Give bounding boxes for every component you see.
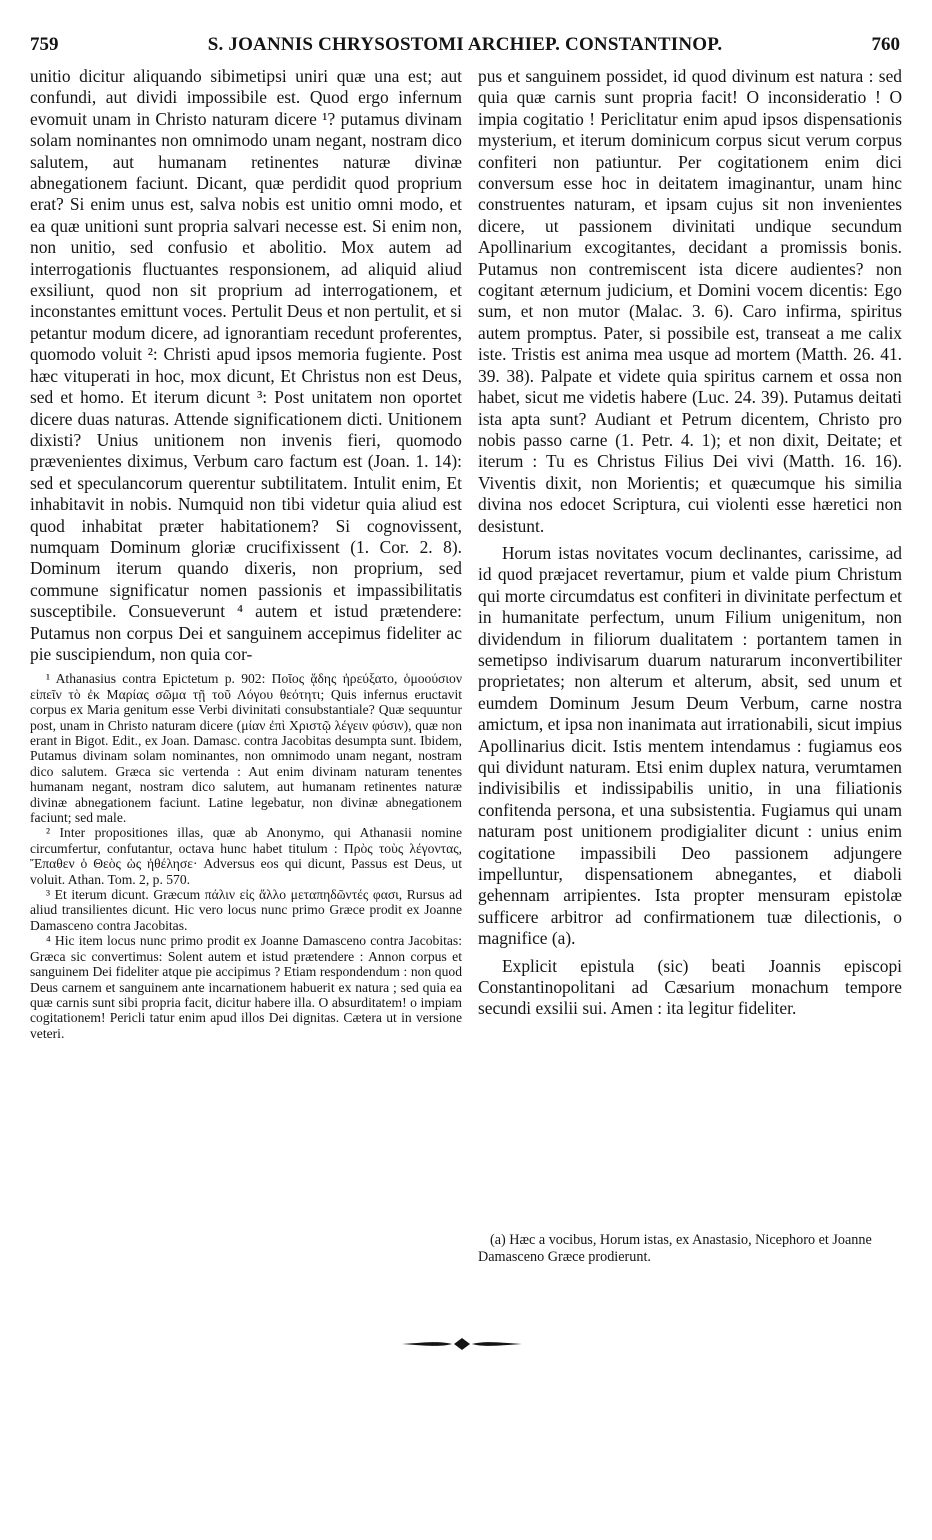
footnote-3: ³ Et iterum dicunt. Græcum πάλιν εἰς ἄλλο μεταπηδῶντές φασι, Rursus ad aliud transilientes dicunt. Hic vero locus nunc primo Græce prodit ex Joanne Damasceno contra Jacobitas. <box>30 887 462 933</box>
running-header <box>30 32 900 60</box>
body-paragraph: unitio dicitur aliquando sibimetipsi uniri quæ una est; aut confundi, aut dividi impossibile est. Quod ergo infernum evomuit unam in Christo naturam dicere ¹? putamus divinam solam nominantes non omnimodo unam negant, nostram dico salutem, aut humanam retinentes naturæ divinæ abnegationem faciunt. Dicant, quæ perdidit quod proprium erat? Si enim unus est, salva nobis est unitio omni modo, et ea quæ unitioni sunt propria salvari necesse est. Si enim non, non unitio, sed confusio et abolitio. Mox autem ad interrogationis fluctuantes responsionem, ad aliquid aliud exsiliunt, quod non sit proprium ad interrogationem, et inconstantes emittunt voces. Pertulit Deus et non pertulit, et si petantur modum dicere, ad ignorantiam recedunt proferentes, quomodo voluit ²: Christi apud ipsos memoria fugiente. Post hæc vituperati in hoc, mox dicunt, Et Christus non est Deus, sed et homo. Et iterum dicunt ³: Post unitatem non oportet dicere duas naturas. Attende significationem dicti. Unitionem dixisti? Unius unitionem non invenis fieri, quomodo prævenientes diximus, Verbum caro factum est (Joan. 1. 14): sed et speculancorum querentur subtilitatem. Intulit enim, Et inhabitavit in nobis. Numquid non tibi videtur quia aliud est quod inhabitat præter habitationem? Si cognovissent, numquam Dominum gloriæ crucifixissent (1. Cor. 2. 8). Dominum iterum quando dixeris, non proprium, sed commune significatur nomen passionis et impassibilitatis susceptibile. Consueverunt ⁴ autem et istud prætendere: Putamus non corpus Dei et sanguinem accepimus fideliter ac pie suscipiendum, non quia cor- <box>30 66 462 664</box>
footnote-a: (a) Hæc a vocibus, Horum istas, ex Anastasio, Nicephoro et Joanne Damasceno Græce prodierunt. <box>478 1232 872 1265</box>
running-title: S. JOANNIS CHRYSOSTOMI ARCHIEP. CONSTANTINOP. <box>207 34 723 55</box>
body-paragraph: pus et sanguinem possidet, id quod divinum est natura : sed quia quæ carnis sunt propria facit! O inconsideratio ! O impia cogitatio ! Periclitatur enim apud ipsos dispensationis mysterium, et iterum dominicum corpus sicut verum corpus confiteri non patiuntur. Per cogitationem enim dici conversum esse hoc in deitatem imaginantur, unam hinc construentes naturam, et ipsam cujus sit non invenientes dicere, ut passionem divinitati undique secundum Apollinarium excogitantes, decidant a promissis bonis. Putamus non contremiscent ista dicere audientes? non cogitant æternum judicium, et Domini vocem dicentis: Ego sum, et non mutor (Malac. 3. 6). Caro infirma, spiritus autem promptus. Pater, si possibile est, transeat a me calix iste. Tristis est anima mea usque ad mortem (Matth. 26. 41. 39. 38). Palpate et videte quia spiritus carnem et ossa non habet, sicut me videtis habere (Luc. 24. 39). Putamus deitati ista apta sunt? Audiant et Petrum dicentem, Christo pro nobis passo carne (1. Petr. 4. 1); et non dixit, Deitate; et iterum : Tu es Christus Filius Dei vivi (Matth. 16. 16). Viventis dixit, non Morientis; et quæcumque his similia divina nos edocet Scriptura, cui violenti esse hæretici non desistunt. <box>478 66 902 536</box>
left-column <box>30 66 462 1041</box>
right-footnote <box>478 1232 902 1266</box>
footnote-4: ⁴ Hic item locus nunc primo prodit ex Joanne Damasceno contra Jacobitas: Græca sic convertimus: Solent autem et istud prætendere : Annon corpus et sanguinem Dei fideliter atque pie accipimus ? Etiam respondendum : non quod Deus carnem et sanguinem ante incarnationem habuerit ex natura ; sed quia ea quæ carnis sunt sibi propria facit, dicitur habere illa. O absurditatem! o impiam cogitationem! Pericli tatur enim apud illos Dei dignitas. Cætera ut in versione veteri. <box>30 933 462 1041</box>
ornament-divider <box>400 1334 524 1354</box>
page-number-right: 760 <box>871 34 900 55</box>
explicit-paragraph: Explicit epistula (sic) beati Joannis episcopi Constantinopolitani ad Cæsarium monachum tempore secundi exsilii sui. Amen : ita legitur fideliter. <box>478 955 902 1019</box>
footnotes <box>30 671 462 1041</box>
body-paragraph: Horum istas novitates vocum declinantes, carissime, ad id quod præjacet revertamur, pium et valde pium Christum qui morte circumdatus est confiteri in divinitate perfectum et in humanitate perfectum, unum Filium unigenitum, non dividendum in filiorum dualitatem : portantem tamen in semetipso indivisarum duarum naturarum inconvertibiliter proprietates; non alterum et alterum, absit, sed unum et eumdem Dominum Jesum Deum Verbum, carne nostra amictum, et ipsa non inanimata aut irrationabili, sicut impius Apollinarius dicit. Istis mentem intendamus : fugiamus eos qui dividunt naturam. Etsi enim duplex natura, verumtamen indivisibilis et indissipabilis unitio, in una filiationis confitenda persona, et una subsistentia. Fugiamus qui unam naturam post unitionem prodigialiter dicunt : unius enim cogitatione impassibili Deo passionem adjungere impelluntur, dispensationem abnegantes, et diaboli gehennam arripientes. Ista propter mensuram epistolæ sufficere arbitror ad confirmationem tuæ dilectionis, o magnifice (a). <box>478 542 902 949</box>
footnote-2: ² Inter propositiones illas, quæ ab Anonymo, qui Athanasii nomine circumfertur, confutantur, octava hunc habet titulum : Πρὸς τοὺς λέγοντας, Ἔπαθεν ὁ Θεὸς ὡς ἠθέλησε· Adversus eos qui dicunt, Passus est Deus, ut voluit. Athan. Tom. 2, p. 570. <box>30 825 462 887</box>
right-column <box>478 66 902 1020</box>
page-number-left: 759 <box>30 34 59 55</box>
footnote-1: ¹ Athanasius contra Epictetum p. 902: Ποῖος ᾅδης ἠρεύξατο, ὁμοούσιον εἰπεῖν τὸ ἐκ Μαρίας σῶμα τῇ τοῦ Λόγου θεότητι; Quis infernus eructavit corpus ex Maria genitum esse Verbi divinitati consubstantiale? Quæ sequuntur post, unam in Christo naturam dicere (μίαν ἐπὶ Χριστῷ λέγειν φύσιν), quæ non erant in Bigot. Edit., ex Joan. Damasc. contra Jacobitas desumpta sunt. Ibidem, Putamus divinam solam nominantes, non omnimodo unam negant, nostram dico salutem. Græca sic vertenda : Aut enim divinam naturam tenentes humanam negant, nostram dico salutem, aut humanam retinentes naturæ divinæ abnegationem faciunt. Latine legebatur, non divinæ abnegationem faciunt; sed male. <box>30 671 462 826</box>
